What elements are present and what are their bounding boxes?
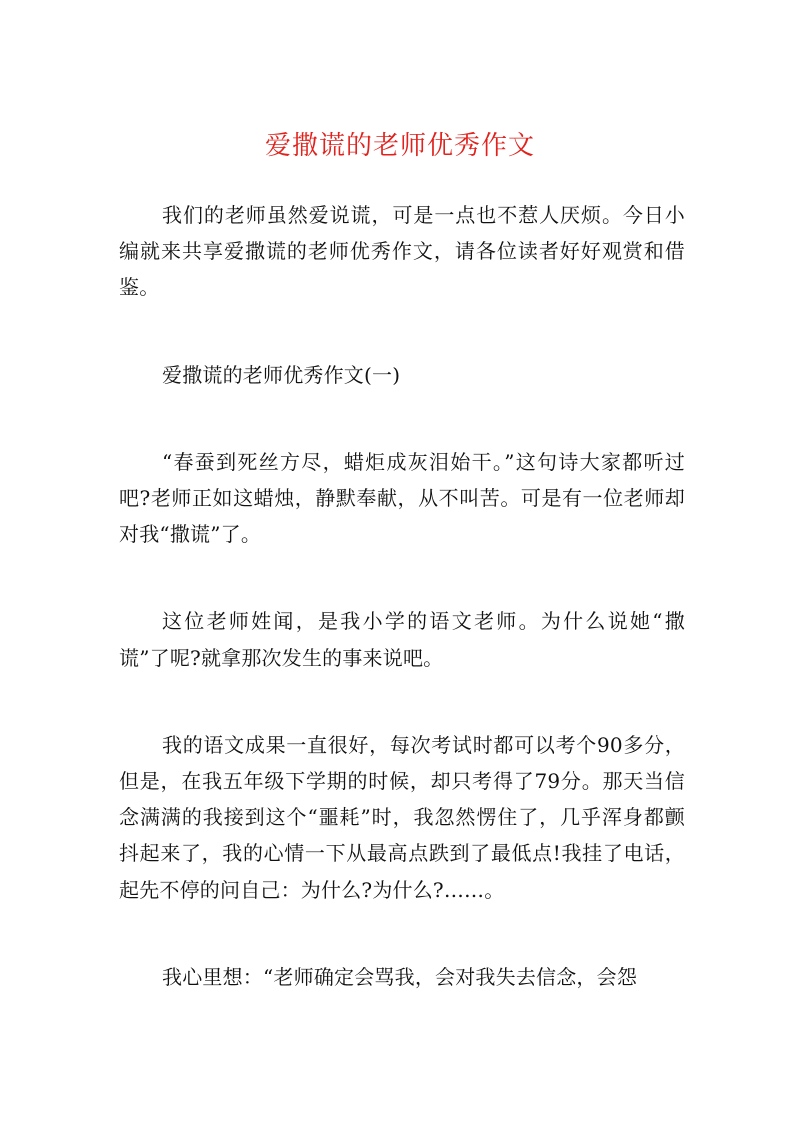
paragraph-thoughts: 我心里想：“老师确定会骂我，会对我失去信念，会怨	[162, 964, 638, 989]
paragraph-gap	[119, 552, 685, 603]
paragraph-intro: 我们的老师虽然爱说谎，可是一点也不惹人厌烦。今日小编就来共享爱撒谎的老师优秀作文，请各位读者好好观赏和借鉴。	[119, 203, 685, 300]
document-title: 爱撒谎的老师优秀作文	[264, 131, 535, 161]
document-body	[119, 197, 685, 995]
paragraph-poem: “春蚕到死丝方尽，蜡炬成灰泪始干。”这句诗大家都听过吧?老师正如这蜡烛，静默奉献，从不叫苦。可是有一位老师却对我“撒谎”了。	[119, 449, 685, 547]
paragraph-gap	[119, 908, 685, 959]
paragraph-gap	[119, 393, 685, 444]
paragraph-teacher: 这位老师姓闻，是我小学的语文老师。为什么说她“撒谎”了呢?就拿那次发生的事来说吧。	[119, 609, 685, 670]
paragraph-gap	[119, 676, 685, 727]
paragraph-score: 我的语文成果一直很好，每次考试时都可以考个90多分，但是，在我五年级下学期的时候，却只考得了79分。那天当信念满满的我接到这个“噩耗”时，我忽然愣住了，几乎浑身都颤抖起来了，我的心情一下从最高点跌到了最低点!我挂了电话，起先不停的问自己：为什么?为什么?……。	[119, 732, 685, 902]
paragraph-gap	[119, 306, 685, 357]
section-heading: 爱撒谎的老师优秀作文(一)	[162, 362, 401, 387]
